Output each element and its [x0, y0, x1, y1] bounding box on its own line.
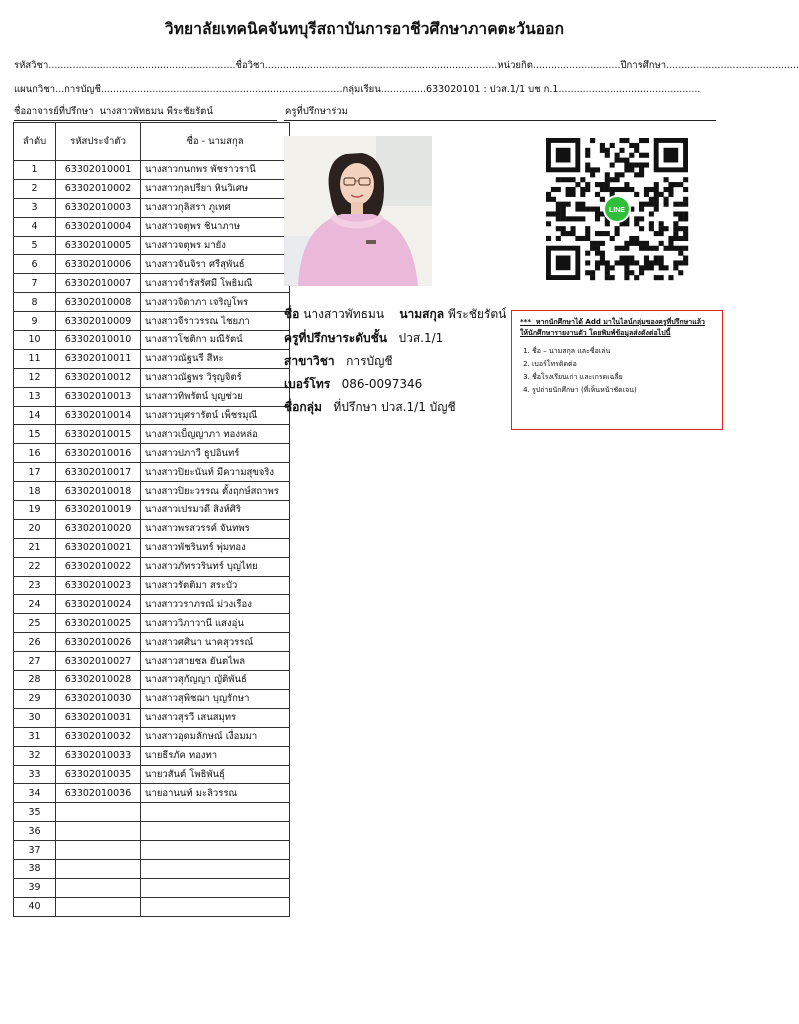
teacher-level-line: [284, 329, 443, 348]
student-name: นางสาวสุพิชฌา บุญรักษา: [141, 689, 290, 708]
student-name: นางสาวภัทรวรินทร์ บุญไทย: [141, 557, 290, 576]
table-row: [14, 179, 290, 198]
teacher-name-line: [284, 305, 506, 324]
table-row: [14, 897, 290, 916]
table-row: [14, 727, 290, 746]
table-row: [14, 671, 290, 690]
row-number: 5: [14, 236, 56, 255]
table-row: [14, 255, 290, 274]
note-heading-line-2: ให้นักศึกษารายงานตัว โดยพิมพ์ข้อมูลส่งดังต่อไปนี้: [520, 329, 671, 337]
student-name: นางสาวจตุพร มายัง: [141, 236, 290, 255]
student-id: 63302010002: [56, 179, 141, 198]
major-label: สาขาวิชา: [284, 354, 335, 368]
header-row-2: แผนกวิชา...การบัญชี................................................................................กลุ่มเรียน...............633020101 : ปวส.1/1 บช ก.1...............................................: [14, 84, 701, 95]
table-row: [14, 765, 290, 784]
note-item: 4. รูปถ่ายนักศึกษา (ที่เห็นหน้าชัดเจน): [532, 384, 714, 397]
student-id: 63302010010: [56, 331, 141, 350]
row-number: 17: [14, 463, 56, 482]
row-number: 39: [14, 878, 56, 897]
student-name: นายวสันต์ โพธิพันธุ์: [141, 765, 290, 784]
phone-value: 086-0097346: [341, 377, 423, 391]
row-number: 24: [14, 595, 56, 614]
student-name: นางสาววราภรณ์ ม่วงเรือง: [141, 595, 290, 614]
line-badge-text: LINE: [609, 207, 625, 214]
student-name: นางสาววิภาวานี แสงอุ่น: [141, 614, 290, 633]
group-name-label: ชื่อกลุ่ม: [284, 400, 322, 414]
credit-label: หน่วยกิต: [497, 60, 533, 71]
student-id: [56, 803, 141, 822]
student-name: นางสาวบุศรารัตน์ เพ็ชรมุณี: [141, 406, 290, 425]
student-name: [141, 841, 290, 860]
row-number: 16: [14, 444, 56, 463]
department-value: การบัญชี: [64, 84, 101, 95]
table-row: [14, 859, 290, 878]
student-id: 63302010028: [56, 671, 141, 690]
subject-code-label: รหัสวิชา: [14, 60, 49, 71]
student-id: 63302010031: [56, 708, 141, 727]
name-value: นางสาวพัทธมน: [303, 307, 385, 321]
table-row: [14, 387, 290, 406]
student-name: นางสาวจตุพร ชินาภาษ: [141, 217, 290, 236]
row-number: 15: [14, 425, 56, 444]
student-id: 63302010017: [56, 463, 141, 482]
row-number: 10: [14, 331, 56, 350]
student-roster-table: [13, 122, 290, 917]
table-row: [14, 784, 290, 803]
student-name: นางสาวณัฐพร วิรุญจิตร์: [141, 368, 290, 387]
student-name: นางสาวกุลิสรา ภูเทศ: [141, 198, 290, 217]
row-number: 9: [14, 312, 56, 331]
row-number: 1: [14, 161, 56, 180]
instruction-note-box: [511, 310, 723, 430]
row-number: 26: [14, 633, 56, 652]
student-id: [56, 897, 141, 916]
student-name: นางสาวศศินา นาคสุวรรณ์: [141, 633, 290, 652]
student-id: 63302010003: [56, 198, 141, 217]
student-id: 63302010024: [56, 595, 141, 614]
advisor-label: ชื่ออาจารย์ที่ปรึกษา: [14, 106, 94, 117]
student-id: 63302010022: [56, 557, 141, 576]
table-row: [14, 822, 290, 841]
row-number: 6: [14, 255, 56, 274]
row-number: 12: [14, 368, 56, 387]
table-row: [14, 274, 290, 293]
row-number: 25: [14, 614, 56, 633]
table-row: [14, 538, 290, 557]
table-row: [14, 501, 290, 520]
student-id: 63302010008: [56, 293, 141, 312]
student-id: 63302010016: [56, 444, 141, 463]
student-id: 63302010011: [56, 349, 141, 368]
student-name: นางสาวเบ็ญญาภา ทองหล่อ: [141, 425, 290, 444]
table-row: [14, 349, 290, 368]
table-row: [14, 519, 290, 538]
table-row: [14, 803, 290, 822]
row-number: 32: [14, 746, 56, 765]
table-row: [14, 878, 290, 897]
student-name: นางสาวจันจิรา ศรีสุพันธ์: [141, 255, 290, 274]
row-number: 34: [14, 784, 56, 803]
student-id: [56, 822, 141, 841]
student-id: 63302010026: [56, 633, 141, 652]
note-item: 1. ชื่อ – นามสกุล และชื่อเล่น: [532, 345, 714, 358]
student-id: 63302010025: [56, 614, 141, 633]
table-row: [14, 161, 290, 180]
student-name: [141, 897, 290, 916]
student-id: 63302010007: [56, 274, 141, 293]
teacher-phone-line: [284, 375, 422, 394]
student-name: [141, 822, 290, 841]
note-stars: ***: [520, 318, 531, 326]
note-heading-line-1: หากนักศึกษาได้ Add มาในไลน์กลุ่มของครูที่ปรึกษาแล้ว: [535, 318, 705, 326]
table-row: [14, 217, 290, 236]
student-name: นายธีรภัค ทองทา: [141, 746, 290, 765]
divider-right: [284, 120, 716, 121]
student-name: [141, 859, 290, 878]
surname-value: พีระชัยรัตน์: [447, 307, 507, 321]
student-name: นางสาวพัชรินทร์ พุ่มทอง: [141, 538, 290, 557]
row-number: 37: [14, 841, 56, 860]
table-row: [14, 652, 290, 671]
student-name: นางสาวอุดมลักษณ์ เงื่อมมา: [141, 727, 290, 746]
student-name: นางสาวปภาวี ธูปอินทร์: [141, 444, 290, 463]
table-row: [14, 293, 290, 312]
student-id: 63302010012: [56, 368, 141, 387]
college-title: วิทยาลัยเทคนิคจันทบุรีสถาบันการอาชีวศึกษาภาคตะวันออก: [164, 20, 565, 38]
student-name: นางสาวโชติกา มณีรัตน์: [141, 331, 290, 350]
student-id: [56, 841, 141, 860]
table-row: [14, 708, 290, 727]
header-row-1: รหัสวิชา..............................................................ชื่อวิชา.............................................................................หน่วยกิต.............................ปีการศึกษา............................................: [14, 60, 799, 71]
level-value: ปวส.1/1: [398, 331, 444, 345]
student-id: 63302010020: [56, 519, 141, 538]
student-name: นางสาวสายชล ยันตไพล: [141, 652, 290, 671]
student-name: นางสาวปิยะนันท์ มีความสุขจริง: [141, 463, 290, 482]
table-row: [14, 614, 290, 633]
student-id: 63302010023: [56, 576, 141, 595]
col-header-id: รหัสประจำตัว: [56, 123, 141, 161]
table-row: [14, 312, 290, 331]
student-name: นายอานนท์ มะลิวรรณ: [141, 784, 290, 803]
table-row: [14, 463, 290, 482]
group-value: 633020101 : ปวส.1/1 บช ก.1: [426, 84, 559, 95]
student-id: 63302010021: [56, 538, 141, 557]
student-name: นางสาวกนกพร พัชราวรานี: [141, 161, 290, 180]
student-id: 63302010019: [56, 501, 141, 520]
table-header-row: [14, 123, 290, 161]
row-number: 3: [14, 198, 56, 217]
student-id: 63302010035: [56, 765, 141, 784]
group-name-value: ที่ปรึกษา ปวส.1/1 บัญชี: [333, 400, 456, 414]
header-row-3: [14, 104, 213, 119]
student-id: 63302010032: [56, 727, 141, 746]
student-id: 63302010033: [56, 746, 141, 765]
student-name: นางสาวเปรมวดี สิงห์ศิริ: [141, 501, 290, 520]
col-header-no: ลำดับ: [14, 123, 56, 161]
note-list: [520, 345, 714, 397]
note-item: 2. เบอร์โทรติดต่อ: [532, 358, 714, 371]
col-header-name: ชื่อ - นามสกุล: [141, 123, 290, 161]
row-number: 28: [14, 671, 56, 690]
table-row: [14, 444, 290, 463]
row-number: 33: [14, 765, 56, 784]
student-id: 63302010014: [56, 406, 141, 425]
student-name: นางสาวสุรวี เสนสมุทร: [141, 708, 290, 727]
teacher-photo: [284, 136, 432, 286]
table-row: [14, 689, 290, 708]
table-row: [14, 557, 290, 576]
table-row: [14, 406, 290, 425]
student-id: 63302010001: [56, 161, 141, 180]
table-row: [14, 841, 290, 860]
table-row: [14, 331, 290, 350]
student-id: 63302010009: [56, 312, 141, 331]
row-number: 7: [14, 274, 56, 293]
row-number: 19: [14, 501, 56, 520]
table-row: [14, 595, 290, 614]
table-row: [14, 425, 290, 444]
row-number: 35: [14, 803, 56, 822]
student-id: 63302010018: [56, 482, 141, 501]
academic-year-label: ปีการศึกษา: [620, 60, 667, 71]
student-name: นางสาวณัฐนรี สีหะ: [141, 349, 290, 368]
table-row: [14, 368, 290, 387]
table-row: [14, 482, 290, 501]
subject-name-label: ชื่อวิชา: [235, 60, 265, 71]
advisor-value: นางสาวพัทธมน พีระชัยรัตน์: [99, 106, 213, 117]
student-id: [56, 859, 141, 878]
row-number: 14: [14, 406, 56, 425]
row-number: 13: [14, 387, 56, 406]
student-id: 63302010006: [56, 255, 141, 274]
table-row: [14, 576, 290, 595]
row-number: 22: [14, 557, 56, 576]
student-id: 63302010027: [56, 652, 141, 671]
student-id: 63302010015: [56, 425, 141, 444]
row-number: 20: [14, 519, 56, 538]
major-value: การบัญชี: [346, 354, 393, 368]
row-number: 27: [14, 652, 56, 671]
row-number: 29: [14, 689, 56, 708]
divider-left: [14, 120, 277, 121]
note-item: 3. ชื่อโรงเรียนเก่า และเกรดเฉลี่ย: [532, 371, 714, 384]
row-number: 2: [14, 179, 56, 198]
row-number: 36: [14, 822, 56, 841]
student-name: นางสาวจิดาภา เจริญโพร: [141, 293, 290, 312]
surname-label: นามสกุล: [399, 307, 445, 321]
group-label: กลุ่มเรียน: [342, 84, 381, 95]
student-name: นางสาวจำรัสรัศมี โพธิมณี: [141, 274, 290, 293]
row-number: 21: [14, 538, 56, 557]
row-number: 30: [14, 708, 56, 727]
row-number: 11: [14, 349, 56, 368]
teacher-portrait-illustration: [284, 136, 432, 286]
row-number: 23: [14, 576, 56, 595]
row-number: 8: [14, 293, 56, 312]
student-id: 63302010004: [56, 217, 141, 236]
student-id: 63302010036: [56, 784, 141, 803]
row-number: 38: [14, 859, 56, 878]
student-id: 63302010005: [56, 236, 141, 255]
student-id: 63302010013: [56, 387, 141, 406]
table-row: [14, 746, 290, 765]
student-name: นางสาวรัตติมา สระบัว: [141, 576, 290, 595]
row-number: 40: [14, 897, 56, 916]
student-name: นางสาวกุลปรียา หินวิเศษ: [141, 179, 290, 198]
table-row: [14, 236, 290, 255]
teacher-major-line: [284, 352, 393, 371]
student-name: [141, 803, 290, 822]
student-name: นางสาวทิพรัตน์ บุญช่วย: [141, 387, 290, 406]
student-name: นางสาวจีราวรรณ ไชยภา: [141, 312, 290, 331]
phone-label: เบอร์โทร: [284, 377, 331, 391]
department-label: แผนกวิชา: [14, 84, 56, 95]
roster-body: [14, 161, 290, 917]
name-label: ชื่อ: [284, 307, 300, 321]
qr-code-graphic: [546, 138, 688, 280]
student-name: นางสาวปิยะวรรณ ตั้งฤกษ์สถาพร: [141, 482, 290, 501]
row-number: 18: [14, 482, 56, 501]
student-name: นางสาวสุกัญญา ญัติพันธ์: [141, 671, 290, 690]
table-row: [14, 633, 290, 652]
student-id: [56, 878, 141, 897]
teacher-group-line: [284, 398, 456, 417]
row-number: 31: [14, 727, 56, 746]
row-number: 4: [14, 217, 56, 236]
level-label: ครูที่ปรึกษาระดับชั้น: [284, 331, 388, 345]
student-name: [141, 878, 290, 897]
note-heading: [520, 317, 714, 339]
student-name: นางสาวพรสวรรค์ จันทพร: [141, 519, 290, 538]
coadvisor-label: ครูที่ปรึกษาร่วม: [285, 106, 348, 117]
line-qr-code-icon[interactable]: [546, 138, 688, 280]
student-id: 63302010030: [56, 689, 141, 708]
table-row: [14, 198, 290, 217]
